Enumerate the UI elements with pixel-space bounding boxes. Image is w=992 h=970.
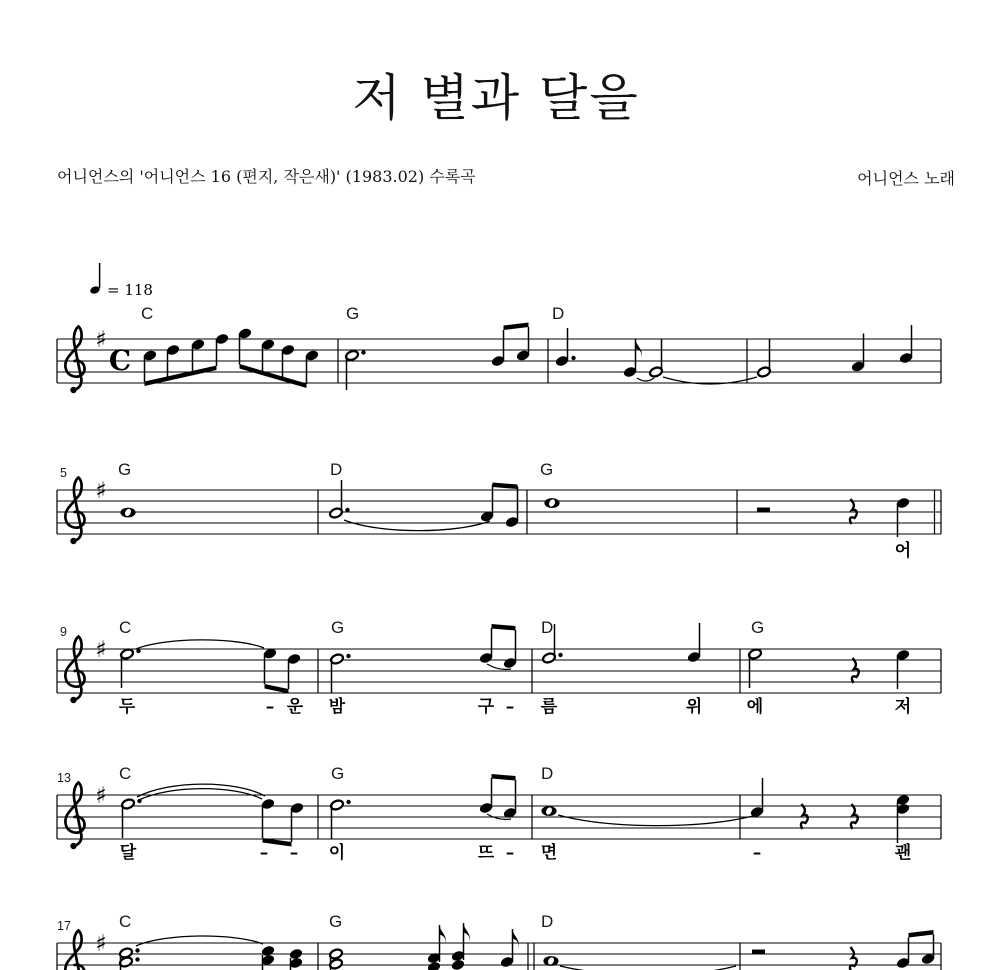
measure-number: 5 <box>60 466 67 480</box>
lyrics-line <box>119 696 911 717</box>
chord-label: D <box>330 460 343 479</box>
notes-measure-11 <box>542 623 702 664</box>
chord-label: G <box>331 764 345 783</box>
system-3 <box>57 618 941 717</box>
notes-measure-13 <box>121 784 305 846</box>
album-note: 어니언스의 '어니언스 16 (편지, 작은새)' (1983.02) 수록곡 <box>57 167 476 186</box>
notes-measure-8 <box>757 497 910 537</box>
page-title: 저 별과 달을 <box>352 69 640 127</box>
tempo-value: = 118 <box>107 281 153 299</box>
svg-text:달: 달 <box>119 843 137 863</box>
chord-label: C <box>119 764 132 783</box>
chord-label: C <box>141 304 154 323</box>
svg-text:구: 구 <box>477 697 495 717</box>
notes-measure-16 <box>750 778 911 843</box>
notes-measure-5 <box>120 508 135 518</box>
svg-text:면: 면 <box>540 843 558 863</box>
half-rest <box>752 950 765 955</box>
svg-text:두: 두 <box>118 697 136 717</box>
staff-lines <box>57 490 941 534</box>
lyric-syllable: 어 <box>894 541 912 561</box>
chord-label: D <box>541 912 554 931</box>
system-2 <box>57 460 941 561</box>
svg-text:에: 에 <box>746 697 764 717</box>
svg-text:–: – <box>505 697 515 717</box>
chord-label: D <box>541 764 554 783</box>
svg-text:뜨: 뜨 <box>477 843 495 863</box>
chord-label: D <box>552 304 565 323</box>
measure-number: 13 <box>57 771 71 785</box>
chord-label: G <box>751 618 765 637</box>
key-signature-sharp: ♯ <box>95 783 107 809</box>
chord-label: C <box>119 618 132 637</box>
key-signature-sharp: ♯ <box>95 478 107 504</box>
svg-text:–: – <box>259 843 269 863</box>
quarter-note-icon <box>89 263 101 295</box>
notes-measure-7 <box>544 498 559 508</box>
chord-label: G <box>346 304 360 323</box>
svg-text:밤: 밤 <box>328 697 346 717</box>
key-signature-sharp: ♯ <box>95 931 107 957</box>
notes-measure-18 <box>329 923 519 970</box>
notes-measure-12 <box>748 648 911 689</box>
svg-text:이: 이 <box>328 843 346 863</box>
chord-label: D <box>541 618 554 637</box>
svg-text:–: – <box>752 843 762 863</box>
key-signature-sharp: ♯ <box>95 637 107 663</box>
system-4 <box>57 764 941 863</box>
artist-credit: 어니언스 노래 <box>857 169 955 188</box>
barlines <box>57 943 941 970</box>
svg-text:–: – <box>289 843 299 863</box>
chord-label: G <box>540 460 554 479</box>
notes-measure-2 <box>345 323 531 391</box>
notes-measure-1 <box>143 327 320 388</box>
svg-text:운: 운 <box>286 697 304 717</box>
quarter-rest <box>850 947 857 970</box>
svg-text:–: – <box>265 697 275 717</box>
svg-text:저: 저 <box>894 697 912 717</box>
staff-lines <box>57 649 941 693</box>
lyrics-line <box>120 842 911 863</box>
measure-number: 17 <box>57 919 71 933</box>
svg-text:위: 위 <box>685 697 703 717</box>
staff-lines <box>57 943 941 970</box>
notes-measure-15 <box>541 806 753 826</box>
chord-label: C <box>119 912 132 931</box>
half-rest <box>757 508 770 513</box>
key-signature-sharp: ♯ <box>95 327 107 353</box>
notes-measure-3 <box>555 328 757 384</box>
svg-text:괜: 괜 <box>894 843 912 863</box>
notes-measure-20 <box>752 930 935 970</box>
notes-measure-10 <box>330 624 518 693</box>
notes-measure-9 <box>120 640 302 694</box>
chord-label: G <box>331 618 345 637</box>
svg-text:–: – <box>505 843 515 863</box>
system-1 <box>57 263 941 393</box>
chord-label: G <box>118 460 132 479</box>
time-signature: C <box>108 344 132 377</box>
tempo-marking <box>89 263 153 299</box>
svg-text:름: 름 <box>540 697 558 717</box>
notes-measure-19 <box>543 956 736 970</box>
treble-clef-icon <box>65 931 84 970</box>
chord-label: G <box>329 912 343 931</box>
system-5 <box>57 912 941 970</box>
measure-number: 9 <box>60 625 67 639</box>
notes-measure-4 <box>757 325 914 378</box>
